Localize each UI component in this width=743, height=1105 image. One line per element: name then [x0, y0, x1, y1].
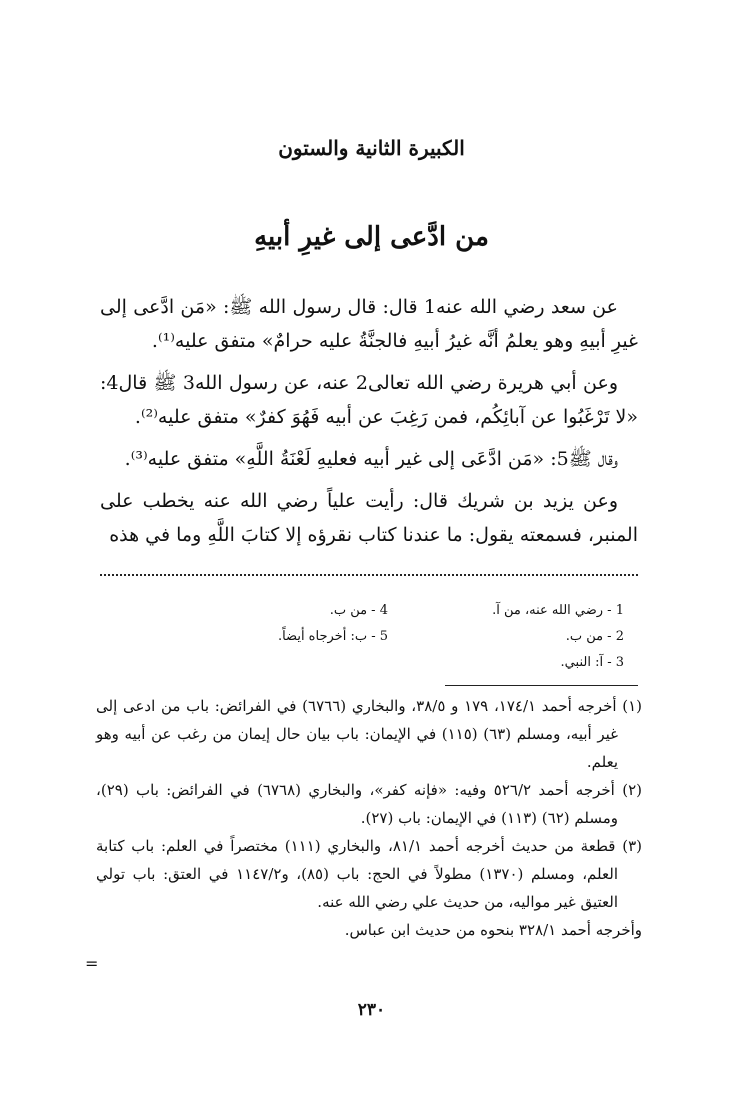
variant-note: 4 - من ب.	[329, 603, 388, 618]
footnote-3-continued: وأخرجه أحمد ٣٢٨/١ بنحوه من حديث ابن عباس.	[344, 921, 642, 939]
main-text	[100, 290, 638, 560]
variant-notes-column-left	[138, 598, 388, 650]
chapter-title: الكبيرة الثانية والستون	[278, 136, 465, 160]
page-number: ٢٣٠	[357, 1000, 386, 1020]
continuation-mark: =	[85, 954, 99, 973]
variant-note: 2 - من ب.	[565, 629, 624, 644]
dotted-separator	[100, 574, 638, 576]
footnote-rule	[445, 685, 638, 686]
footnote-2: (٢) أخرجه أحمد ٥٢٦/٢ وفيه: «فإنه كفر»، والبخاري (٦٧٦٨) في الفرائض: باب (٢٩)، ومسلم (٦٢) (١١٣) في الإيمان: باب (٢٧).	[96, 781, 642, 827]
paragraph-4: وعن يزيد بن شريك قال: رأيت علياً رضي الله عنه يخطب على المنبر، فسمعته يقول: ما عندنا كتاب نقرؤه إلا كتابَ اللَّهِ وما في هذه	[100, 490, 638, 546]
paragraph-3: وقال ﷺ5: «مَن ادَّعَى إلى غير أبيه فعليهِ لَعْنَةُ اللَّهِ» متفق عليه⁽³⁾.	[124, 448, 618, 470]
footnotes	[96, 692, 642, 944]
variant-note: 5 - ب: أخرجاه أيضاً.	[277, 629, 388, 644]
variant-notes-column-right	[374, 598, 624, 676]
footnote-3: (٣) قطعة من حديث أخرجه أحمد ٨١/١، والبخاري (١١١) مختصراً في العلم: باب كتابة العلم، ومسلم (١٣٧٠) مطولاً في الحج: باب (٨٥)، و١١٤٧/٢ في العتق: باب تولي العتيق غير مواليه، من حديث علي رضي الله عنه.	[96, 837, 643, 911]
paragraph-1: عن سعد رضي الله عنه1 قال: قال رسول الله ﷺ: «مَن ادَّعى إلى غيرِ أبيهِ وهو يعلمُ أنَّه غيرُ أبيهِ فالجنَّةُ عليه حرامٌ» متفق عليه⁽¹⁾.	[100, 296, 638, 352]
variant-note: 3 - آ: النبي.	[560, 655, 624, 670]
footnote-1: (١) أخرجه أحمد ١٧٤/١، ١٧٩ و ٣٨/٥، والبخاري (٦٧٦٦) في الفرائض: باب من ادعى إلى غير أبيه، ومسلم (٦٣) (١١٥) في الإيمان: باب بيان حال إيمان من رغب عن أبيه وهو يعلم.	[96, 697, 643, 771]
variant-note: 1 - رضي الله عنه، من آ.	[492, 603, 624, 618]
paragraph-2: وعن أبي هريرة رضي الله تعالى2 عنه، عن رسول الله3 ﷺ قال4: «لا تَرْغَبُوا عن آبائِكُم، فمن رَغِبَ عن أبيه فَهُوَ كفرٌ» متفق عليه⁽²⁾.	[100, 372, 638, 428]
section-title: من ادَّعى إلى غيرِ أبيهِ	[254, 222, 489, 252]
